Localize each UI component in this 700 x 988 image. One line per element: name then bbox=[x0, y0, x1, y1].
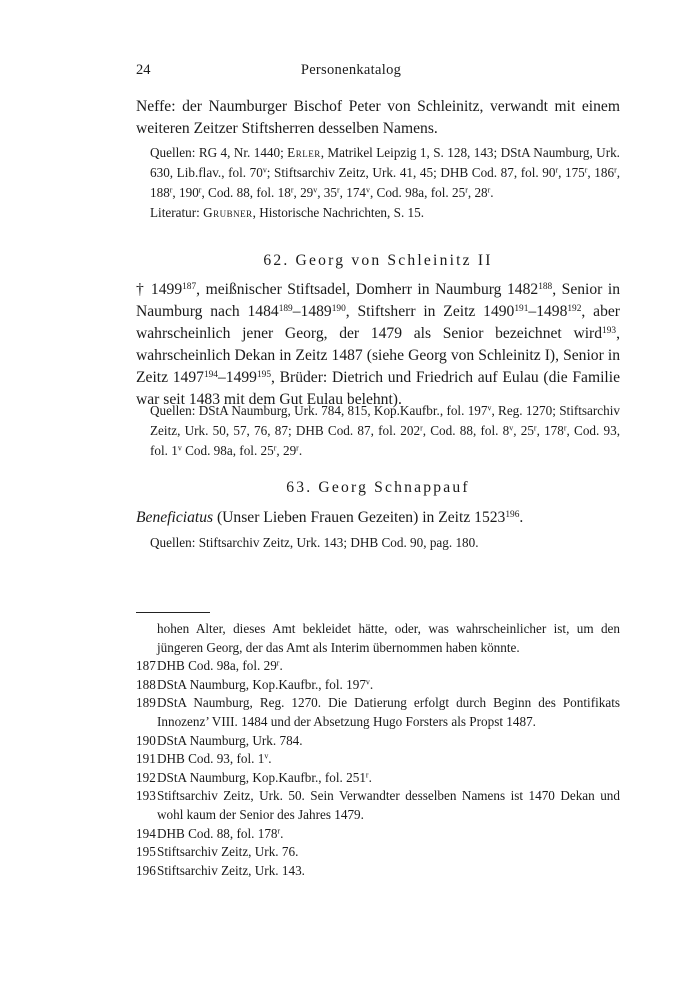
footnote bbox=[136, 750, 620, 769]
running-title: Personenkatalog bbox=[300, 62, 402, 78]
footnote-number: 196 bbox=[136, 862, 156, 878]
footnote-number: 187 bbox=[136, 658, 156, 674]
entry-62-body bbox=[136, 279, 620, 411]
intro-literature: Literatur: Grubner, Historische Nachrichten, S. 15. bbox=[150, 205, 425, 220]
entry-63-sources: Quellen: Stiftsarchiv Zeitz, Urk. 143; DHB Cod. 90, pag. 180. bbox=[150, 535, 479, 550]
footnote-text: DStA Naumburg, Urk. 784. bbox=[157, 732, 303, 748]
footnote-number: 191 bbox=[136, 751, 156, 767]
entry-62-heading-block bbox=[136, 250, 620, 272]
footnote bbox=[136, 862, 620, 881]
footnote-text: DStA Naumburg, Kop.Kaufbr., fol. 197$^v$. bbox=[157, 676, 374, 692]
footnote bbox=[136, 787, 620, 824]
entry-63-paragraph: Beneficiatus (Unser Lieben Frauen Gezeiten) in Zeitz 1523$^{196}$. bbox=[136, 509, 524, 526]
entry-62-sources-block bbox=[136, 401, 620, 461]
footnote-text: DStA Naumburg, Kop.Kaufbr., fol. 251$^r$. bbox=[157, 769, 372, 785]
entry-63-sources-block bbox=[136, 533, 620, 553]
footnote-number: 188 bbox=[136, 676, 156, 692]
footnote-number: 192 bbox=[136, 769, 156, 785]
footnote-text: Stiftsarchiv Zeitz, Urk. 76. bbox=[157, 844, 299, 860]
footnote-number: 194 bbox=[136, 825, 156, 841]
footnote bbox=[136, 825, 620, 844]
intro-sources: Quellen: RG 4, Nr. 1440; Erler, Matrikel Leipzig 1, S. 128, 143; DStA Naumburg, Urk. 630, Lib.flav., fol. 70$^v$; Stiftsarchiv Zeitz, Urk. 41, 45; DHB Cod. 87, fol. 90$^r$, 175$^r$, 186$^r$, 188$^r$, 190$^r$, Cod. 88, fol. 18$^r$, 29$^v$, 35$^r$, 174$^v$, Cod. 98a, fol. 25$^r$, 28$^r$. bbox=[150, 145, 621, 200]
entry-62-paragraph: † 1499$^{187}$, meißnischer Stiftsadel, Domherr in Naumburg 1482$^{188}$, Senior in Naumburg nach 1484$^{189}$–1489$^{190}$, Stiftsherr in Zeitz 1490$^{191}$–1498$^{192}$, aber wahrscheinlich jener Georg, der 1479 als Senior bezeichnet wird$^{193}$, wahrscheinlich Dekan in Zeitz 1487 (siehe Georg von Schleinitz I), Senior in Zeitz 1497$^{194}$–1499$^{195}$, Brüder: Dietrich und Friedrich auf Eulau (die Familie war seit 1483 mit dem Gut Eulau belehnt). bbox=[136, 281, 621, 408]
footnote-number: 193 bbox=[136, 788, 156, 804]
intro-block bbox=[136, 96, 620, 140]
footnote bbox=[136, 657, 620, 676]
footnote-number: 189 bbox=[136, 695, 156, 711]
footnote bbox=[136, 769, 620, 788]
intro-literature-block bbox=[136, 203, 620, 223]
footnote-text: DStA Naumburg, Reg. 1270. Die Datierung erfolgt durch Beginn des Pontifikats Innozenz’ VIII. 1484 und der Absetzung Hugo Forsters als Propst 1487. bbox=[157, 695, 620, 729]
author-name: Grubner bbox=[203, 205, 253, 220]
intro-sources-block bbox=[136, 143, 620, 203]
author-name: Erler bbox=[287, 145, 321, 160]
footnotes bbox=[136, 620, 620, 880]
entry-heading: 63. Georg Schnappauf bbox=[286, 479, 470, 496]
entry-63-heading-block bbox=[136, 477, 620, 499]
footnote-continuation: hohen Alter, dieses Amt bekleidet hätte, oder, was wahrscheinlicher ist, um den jüngeren Georg, der das Amt als Interim übernommen haben könnte. bbox=[157, 621, 620, 655]
footnote-text: DHB Cod. 88, fol. 178$^r$. bbox=[157, 825, 284, 841]
footnote-text: Stiftsarchiv Zeitz, Urk. 143. bbox=[157, 862, 305, 878]
footnote-number: 195 bbox=[136, 844, 156, 860]
running-head bbox=[136, 62, 566, 82]
footnote-text: DHB Cod. 93, fol. 1$^v$. bbox=[157, 751, 272, 767]
footnote bbox=[136, 843, 620, 862]
page-number: 24 bbox=[136, 62, 151, 78]
entry-heading: 62. Georg von Schleinitz II bbox=[263, 252, 493, 269]
footnote-number: 190 bbox=[136, 732, 156, 748]
footnote bbox=[136, 732, 620, 751]
footnote bbox=[136, 676, 620, 695]
intro-paragraph: Neffe: der Naumburger Bischof Peter von Schleinitz, verwandt mit einem weiteren Zeitzer Stiftsherren desselben Namens. bbox=[136, 98, 620, 137]
footnote bbox=[136, 694, 620, 731]
footnote-text: Stiftsarchiv Zeitz, Urk. 50. Sein Verwandter desselben Namens ist 1470 Dekan und wohl kaum der Senior des Jahres 1479. bbox=[157, 788, 620, 822]
footnote-rule bbox=[136, 612, 210, 613]
entry-62-sources: Quellen: DStA Naumburg, Urk. 784, 815, Kop.Kaufbr., fol. 197$^v$, Reg. 1270; Stiftsarchiv Zeitz, Urk. 50, 57, 76, 87; DHB Cod. 87, fol. 202$^r$, Cod. 88, fol. 8$^v$, 25$^r$, 178$^r$, Cod. 93, fol. 1$^v$ Cod. 98a, fol. 25$^r$, 29$^r$. bbox=[150, 403, 621, 458]
footnote-text: DHB Cod. 98a, fol. 29$^r$. bbox=[157, 658, 283, 674]
entry-63-body bbox=[136, 507, 620, 529]
